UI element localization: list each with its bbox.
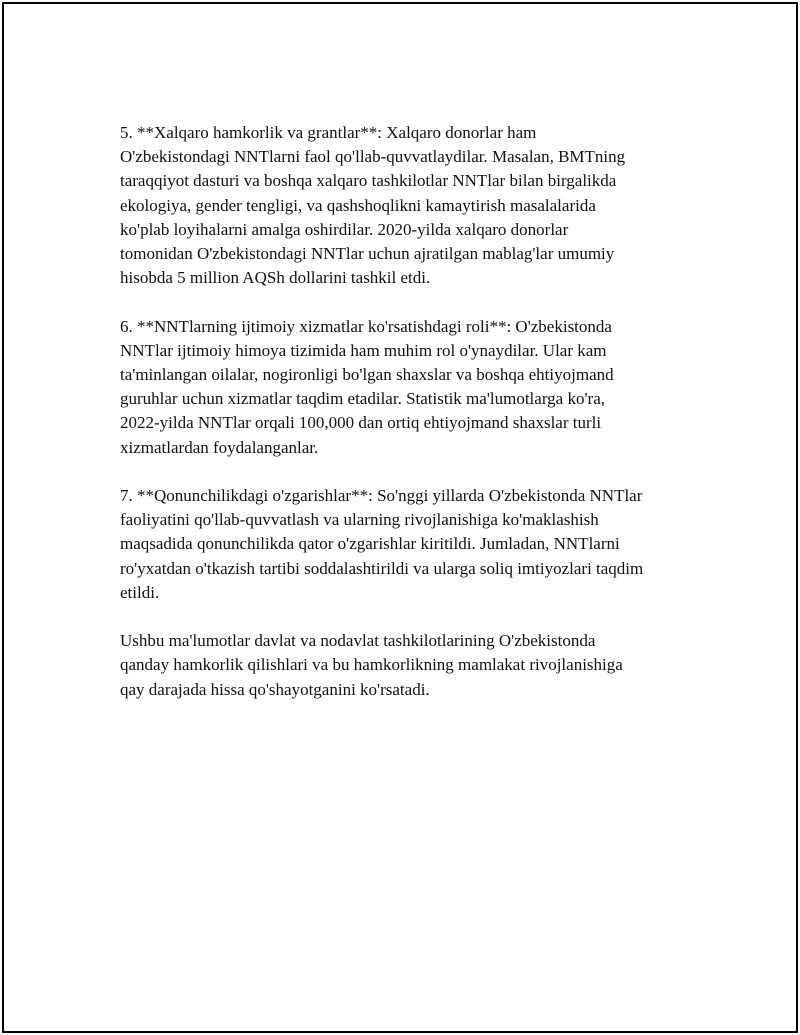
text-line: 5. **Xalqaro hamkorlik va grantlar**: Xalqaro donorlar ham [120,123,537,142]
text-line: ekologiya, gender tengligi, va qashshoqlikni kamaytirish masalalarida [120,195,596,215]
text-line: Ushbu ma'lumotlar davlat va nodavlat tashkilotlarining O'zbekistonda [120,631,596,651]
text-line: 7. **Qonunchilikdagi o'zgarishlar**: So'nggi yillarda O'zbekistonda NNTlar [120,486,643,506]
text-line: faoliyatini qo'llab-quvvatlash va ularning rivojlanishiga ko'maklashish [120,510,599,530]
text-line: qanday hamkorlik qilishlari va bu hamkorlikning mamlakat rivojlanishiga [120,655,623,675]
text-line: maqsadida qonunchilikda qator o'zgarishlar kiritildi. Jumladan, NNTlarni [120,534,620,554]
text-line: NNTlar ijtimoiy himoya tizimida ham muhim rol o'ynaydilar. Ular kam [120,340,607,360]
paragraph-international-grants [120,121,705,290]
text-line: xizmatlardan foydalanganlar. [120,437,319,457]
text-line: O'zbekistondagi NNTlarni faol qo'llab-quvvatlaydilar. Masalan, BMTning [120,147,626,167]
text-line: guruhlar uchun xizmatlar taqdim etadilar. Statistik ma'lumotlarga ko'ra, [120,389,605,409]
text-line: ko'plab loyihalarni amalga oshirdilar. 2020-yilda xalqaro donorlar [120,219,569,239]
text-line: ro'yxatdan o'tkazish tartibi soddalashtirildi va ularga soliq imtiyozlari taqdim [120,558,644,578]
document-body [120,121,705,726]
text-line: hisobda 5 million AQSh dollarini tashkil etdi. [120,268,431,288]
text-line: tomonidan O'zbekistondagi NNTlar uchun ajratilgan mablag'lar umumiy [120,244,615,264]
text-line: ta'minlangan oilalar, nogironligi bo'lgan shaxslar va boshqa ehtiyojmand [120,365,614,385]
paragraph-social-services [120,315,705,460]
text-line: etildi. [120,582,160,602]
document-page [2,2,798,1033]
text-line: qay darajada hissa qo'shayotganini ko'rsatadi. [120,679,430,699]
paragraph-conclusion [120,629,705,702]
text-line: taraqqiyot dasturi va boshqa xalqaro tashkilotlar NNTlar bilan birgalikda [120,171,617,191]
text-line: 2022-yilda NNTlar orqali 100,000 dan ortiq ehtiyojmand shaxslar turli [120,413,602,433]
text-line: 6. **NNTlarning ijtimoiy xizmatlar ko'rsatishdagi roli**: O'zbekistonda [120,316,612,336]
paragraph-legislation-changes [120,484,705,605]
